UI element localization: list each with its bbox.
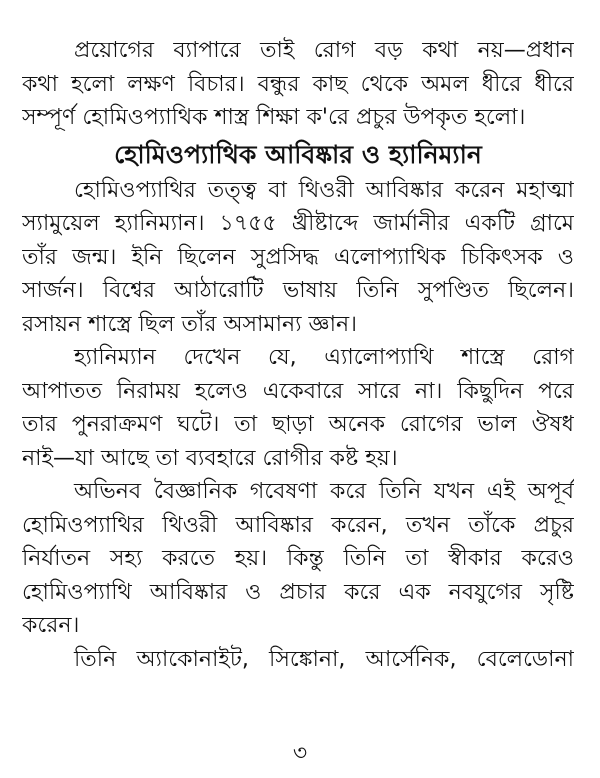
paragraph-3 bbox=[22, 341, 574, 475]
text-line: হোমিওপ্যাথি আবিষ্কার ও প্রচার করে এক নবযুগের সৃষ্টি bbox=[22, 579, 574, 605]
text-line: অভিনব বৈজ্ঞানিক গবেষণা করে তিনি যখন এই অপূর্ব bbox=[74, 479, 574, 504]
text-line: হোমিওপ্যাথির থিওরী আবিষ্কার করেন, তখন তাঁকে প্রচুর bbox=[22, 512, 574, 538]
text-line: কথা হলো লক্ষণ বিচার। বন্ধুর কাছ থেকে অমল ধীরে ধীরে bbox=[22, 71, 574, 97]
text-line: হ্যানিম্যান দেখেন যে, এ্যালোপ্যাথি শাস্ত্রে রোগ bbox=[74, 345, 574, 370]
text-line: সম্পূর্ণ হোমিওপ্যাথিক শাস্ত্র শিক্ষা ক'রে প্রচুর উপকৃত হলো। bbox=[22, 105, 526, 130]
text-line: তার পুনরাক্রমণ ঘটে। তা ছাড়া অনেক রোগের ভাল ঔষধ bbox=[22, 412, 574, 437]
paragraph-1 bbox=[22, 34, 574, 135]
text-line: তিনি অ্যাকোনাইট, সিঙ্কোনা, আর্সেনিক, বেলেডোনা bbox=[74, 646, 574, 672]
paragraph-5 bbox=[22, 643, 574, 677]
page-number: ৩ bbox=[292, 741, 308, 766]
paragraph-2 bbox=[22, 174, 574, 342]
section-heading: হোমিওপ্যাথিক আবিষ্কার ও হ্যানিম্যান bbox=[114, 139, 482, 169]
text-line: আপাতত নিরাময় হলেও একেবারে সারে না। কিছুদিন পরে bbox=[22, 378, 574, 404]
text-line: নাই—যা আছে তা ব্যবহারে রোগীর কষ্ট হয়। bbox=[22, 445, 398, 471]
text-line: রসায়ন শাস্ত্রে ছিল তাঁর অসামান্য জ্ঞান। bbox=[22, 311, 357, 337]
text-line: স্যামুয়েল হ্যানিম্যান। ১৭৫৫ খ্রীষ্টাব্দে জার্মানীর একটি গ্রামে bbox=[22, 211, 574, 236]
paragraph-4 bbox=[22, 475, 574, 643]
text-line: তাঁর জন্ম। ইনি ছিলেন সুপ্রসিদ্ধ এলোপ্যাথিক চিকিৎসক ও bbox=[22, 244, 574, 270]
text-line: হোমিওপ্যাথির তত্ত্ব বা থিওরী আবিষ্কার করেন মহাত্মা bbox=[74, 177, 574, 203]
text-line: সার্জন। বিশ্বের আঠারোটি ভাষায় তিনি সুপণ্ডিত ছিলেন। bbox=[22, 278, 574, 303]
text-line: প্রয়োগের ব্যাপারে তাই রোগ বড় কথা নয়—প্রধান bbox=[74, 38, 574, 63]
text-line: করেন। bbox=[22, 613, 80, 638]
text-line: নির্যাতন সহ্য করতে হয়। কিন্তু তিনি তা স্বীকার করেও bbox=[22, 546, 574, 571]
